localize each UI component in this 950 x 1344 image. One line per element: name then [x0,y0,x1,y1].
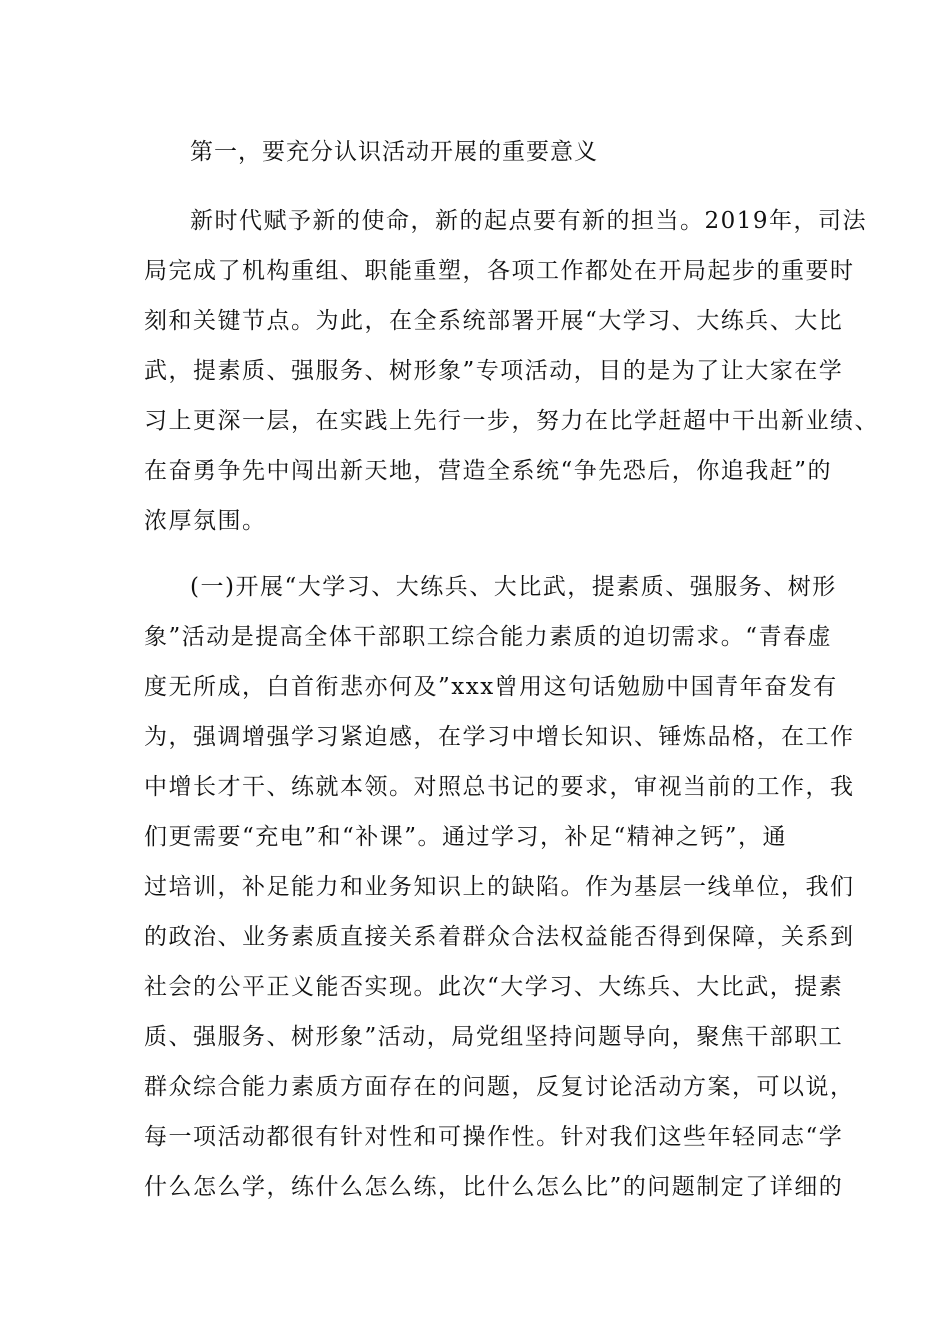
paragraph-line: 们更需要“充电”和“补课”。通过学习，补足“精神之钙”，通 [144,824,788,850]
paragraph-line: 局完成了机构重组、职能重塑，各项工作都处在开局起步的重要时 [144,258,855,284]
paragraph-line: 每一项活动都很有针对性和可操作性。针对我们这些年轻同志“学 [144,1124,844,1150]
paragraph-line: 武，提素质、强服务、树形象”专项活动，目的是为了让大家在学 [144,358,844,384]
paragraph-line: 质、强服务、树形象”活动，局党组坚持问题导向，聚焦干部职工 [144,1024,844,1050]
paragraph-line: (一)开展“大学习、大练兵、大比武，提素质、强服务、树形 [190,574,837,600]
paragraph-line: 浓厚氛围。 [144,508,267,534]
paragraph-line: 过培训，补足能力和业务知识上的缺陷。作为基层一线单位，我们 [144,874,855,900]
paragraph-line: 什么怎么学，练什么怎么练，比什么怎么比”的问题制定了详细的 [144,1174,844,1200]
paragraph-line: 刻和关键节点。为此，在全系统部署开展“大学习、大练兵、大比 [144,308,844,334]
section-heading: 第一，要充分认识活动开展的重要意义 [190,139,598,165]
paragraph-line: 中增长才干、练就本领。对照总书记的要求，审视当前的工作，我 [144,774,855,800]
paragraph-line: 象”活动是提高全体干部职工综合能力素质的迫切需求。“青春虚 [144,624,833,650]
paragraph-2 [144,562,855,1212]
paragraph-line: 群众综合能力素质方面存在的问题，反复讨论活动方案，可以说， [144,1074,855,1100]
paragraph-line: 新时代赋予新的使命，新的起点要有新的担当。2019年，司法 [190,208,868,234]
paragraph-line: 在奋勇争先中闯出新天地，营造全系统“争先恐后，你追我赶”的 [144,458,833,484]
paragraph-line: 为，强调增强学习紧迫感，在学习中增长知识、锤炼品格，在工作 [144,724,855,750]
paragraph-line: 习上更深一层，在实践上先行一步，努力在比学赶超中干出新业绩、 [144,408,879,434]
paragraph-1 [144,196,879,546]
paragraph-line: 的政治、业务素质直接关系着群众合法权益能否得到保障，关系到 [144,924,855,950]
paragraph-line: 社会的公平正义能否实现。此次“大学习、大练兵、大比武，提素 [144,974,844,1000]
paragraph-line: 度无所成，白首衔悲亦何及”xxx曾用这句话勉励中国青年奋发有 [144,674,838,700]
